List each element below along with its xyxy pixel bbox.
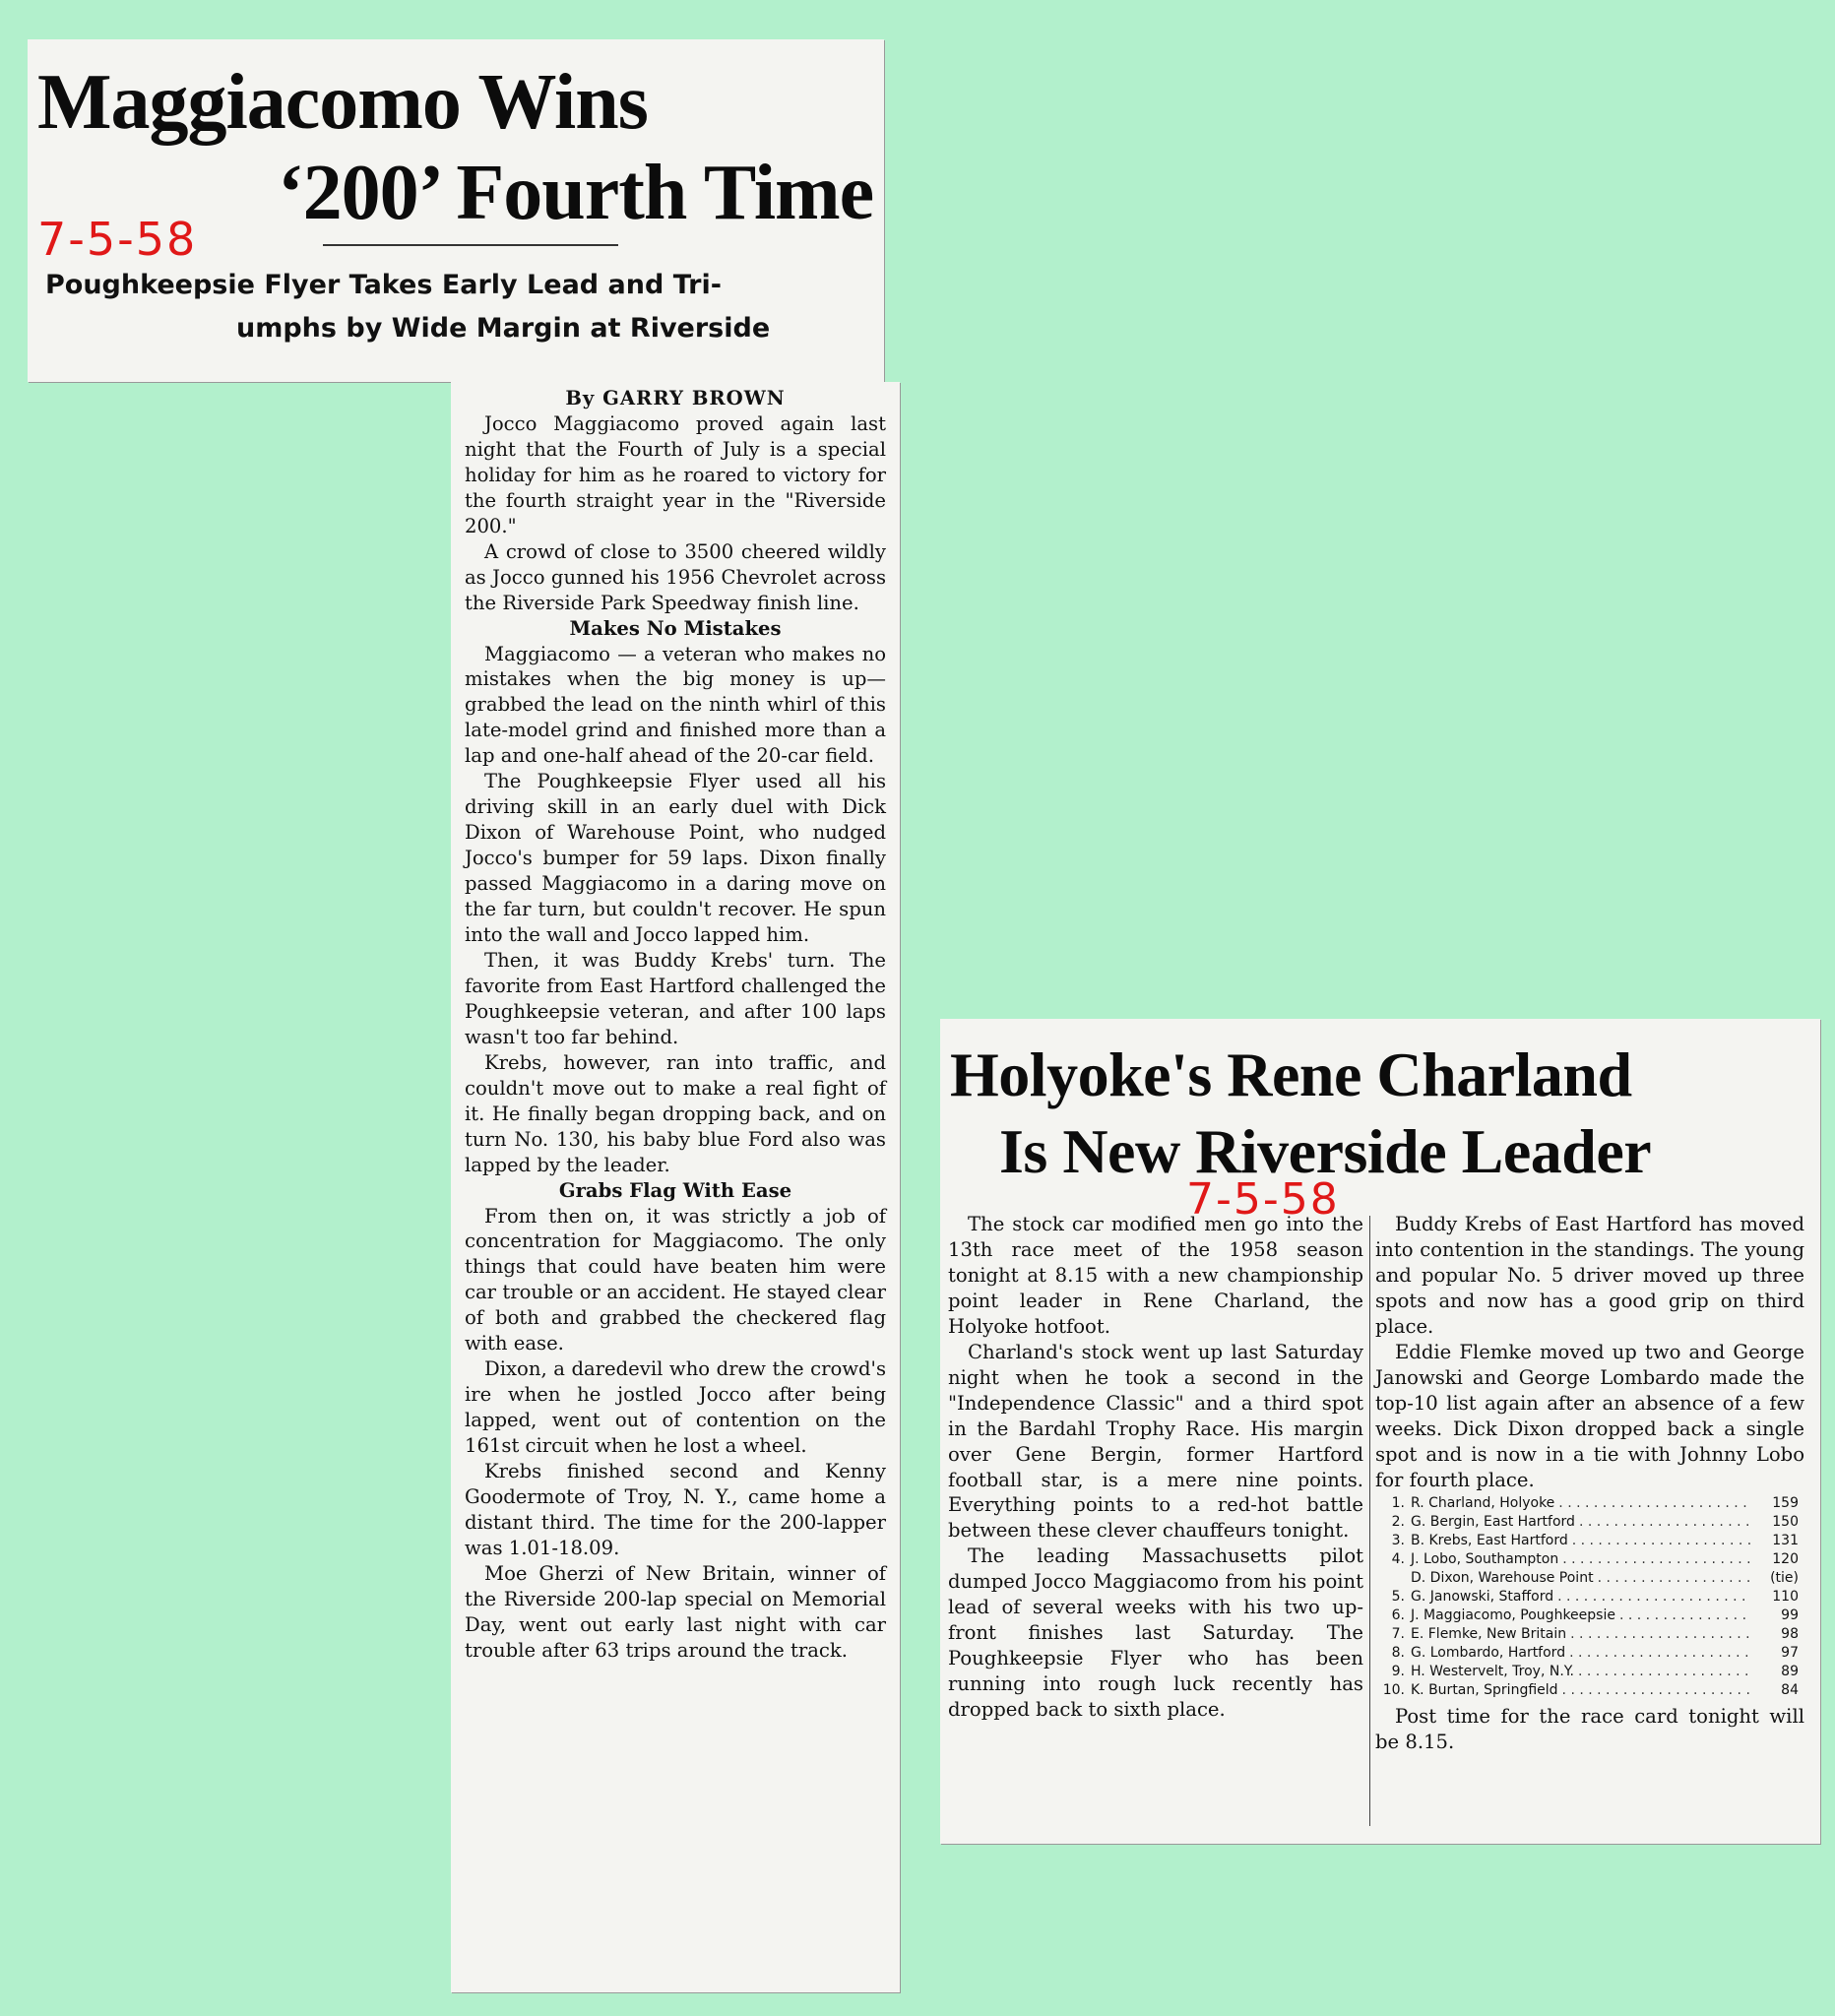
article1-paragraph-2: A crowd of close to 3500 cheered wildly as Jocco gunned his 1956 Chevrolet across the Riverside Park Speedway finish line.: [465, 539, 886, 614]
article1-headline: [37, 57, 873, 238]
standings-row: [1375, 1569, 1804, 1588]
article1-headline-line2: ‘200’ Fourth Time: [278, 150, 874, 236]
standings-rank: 2.: [1391, 1514, 1405, 1531]
article2-paragraph-1: The stock car modified men go into the 13th race meet of the 1958 season tonight at 8.15 with a new championship point leader in Rene Charland, the Holyoke hotfoot.: [948, 1213, 1363, 1338]
article2-handwritten-date: 7-5-58: [1186, 1174, 1340, 1225]
standings-row: [1375, 1513, 1804, 1532]
article1-body-clipping: [451, 382, 900, 1992]
article1-paragraph-10: Moe Gherzi of New Britain, winner of the Riverside 200-lap special on Memorial Day, went out early last night with car trouble after 63 trips around the track.: [465, 1561, 886, 1662]
article2-clipping: [940, 1019, 1820, 1844]
standings-rank: 6.: [1391, 1607, 1405, 1624]
standings-leader-dots: [1562, 1550, 1751, 1569]
article2-paragraph-6: Post time for the race card tonight will be 8.15.: [1375, 1705, 1804, 1754]
article1-paragraph-7: From then on, it was strictly a job of concentration for Maggiacomo. The only things that could have beaten him were car trouble or an accident. He stayed clear of both and grabbed the checkered flag with ease.: [465, 1204, 886, 1355]
standings-driver: J. Lobo, Southampton: [1411, 1551, 1559, 1568]
article2-headline-line1: Holyoke's Rene Charland: [950, 1040, 1632, 1109]
article2-paragraph-2: Charland's stock went up last Saturday night when he took a second in the "Independence Classic" and a third spot in the Bardahl Trophy Race. His margin over Gene Bergin, former Hartford football star, is a mere nine points. Everything points to a red-hot battle between these clever chauffeurs tonight.: [948, 1340, 1363, 1543]
standings-leader-dots: [1557, 1588, 1751, 1606]
standings-rank: 4.: [1391, 1551, 1405, 1568]
article1-paragraph-5: Then, it was Buddy Krebs' turn. The favorite from East Hartford challenged the Poughkeepsie veteran, and after 100 laps wasn't too far behind.: [465, 948, 886, 1048]
standings-points: 99: [1781, 1607, 1799, 1624]
standings-leader-dots: [1562, 1681, 1751, 1700]
article2-headline-line2: Is New Riverside Leader: [999, 1116, 1652, 1186]
article2-column-right: [1375, 1212, 1804, 1755]
article2-headline: [950, 1037, 1651, 1190]
standings-points: 98: [1781, 1626, 1799, 1643]
article1-paragraph-9: Krebs finished second and Kenny Goodermote of Troy, N. Y., came home a distant third. The time for the 200-lapper was 1.01-18.09.: [465, 1460, 886, 1559]
standings-points: 89: [1781, 1664, 1799, 1680]
article1-subhead-1: Makes No Mistakes: [569, 616, 782, 640]
standings-leader-dots: [1558, 1494, 1751, 1513]
standings-driver: G. Janowski, Stafford: [1411, 1589, 1554, 1606]
standings-row: [1375, 1494, 1804, 1513]
standings-driver: B. Krebs, East Hartford: [1411, 1533, 1568, 1549]
standings-points: 150: [1772, 1514, 1799, 1531]
article1-paragraph-3: Maggiacomo — a veteran who makes no mistakes when the big money is up—grabbed the lead on the ninth whirl of this late-model grind and finished more than a lap and one-half ahead of the 20-car field.: [465, 642, 886, 768]
standings-leader-dots: [1569, 1644, 1751, 1663]
standings-points: 84: [1781, 1682, 1799, 1699]
standings-driver: G. Lombardo, Hartford: [1411, 1645, 1566, 1662]
standings-row: [1375, 1681, 1804, 1700]
article2-paragraph-4: Buddy Krebs of East Hartford has moved into contention in the standings. The young and popular No. 5 driver moved up three spots and now has a good grip on third place.: [1375, 1213, 1804, 1338]
standings-row: [1375, 1588, 1804, 1606]
standings-row: [1375, 1532, 1804, 1550]
standings-points: 97: [1781, 1645, 1799, 1662]
article2-paragraph-5: Eddie Flemke moved up two and George Janowski and George Lombardo made the top-10 list again after an absence of a few weeks. Dick Dixon dropped back a single spot and is now in a tie with Johnny Lobo for fourth place.: [1375, 1340, 1804, 1491]
standings-row: [1375, 1606, 1804, 1625]
article1-paragraph-6: Krebs, however, ran into traffic, and couldn't move out to make a real fight of it. He finally began dropping back, and on turn No. 130, his baby blue Ford also was lapped by the leader.: [465, 1050, 886, 1176]
article1-paragraph-4: The Poughkeepsie Flyer used all his driving skill in an early duel with Dick Dixon of Warehouse Point, who nudged Jocco's bumper for 59 laps. Dixon finally passed Maggiacomo in a daring move on the far turn, but couldn't recover. He spun into the wall and Jocco lapped him.: [465, 770, 886, 947]
standings-leader-dots: [1598, 1569, 1751, 1588]
standings-rank: 1.: [1391, 1495, 1405, 1512]
article1-subhead-2: Grabs Flag With Ease: [558, 1178, 792, 1202]
article1-paragraph-8: Dixon, a daredevil who drew the crowd's ire when he jostled Jocco after being lapped, went out of contention on the 161st circuit when he lost a wheel.: [465, 1357, 886, 1458]
standings-leader-dots: [1579, 1513, 1751, 1532]
standings-points: 131: [1772, 1533, 1799, 1549]
standings-row: [1375, 1663, 1804, 1681]
standings-driver: D. Dixon, Warehouse Point: [1411, 1570, 1594, 1587]
standings-driver: H. Westervelt, Troy, N.Y.: [1411, 1664, 1574, 1680]
standings-driver: G. Bergin, East Hartford: [1411, 1514, 1575, 1531]
standings-rank: 10.: [1382, 1682, 1405, 1699]
standings-leader-dots: [1578, 1663, 1751, 1681]
article1-column: [465, 386, 886, 1664]
standings-list: [1375, 1494, 1804, 1700]
article1-deck-line1: Poughkeepsie Flyer Takes Early Lead and Tri-: [45, 270, 722, 300]
article1-deck-line2: umphs by Wide Margin at Riverside: [236, 313, 771, 344]
standings-row: [1375, 1644, 1804, 1663]
standings-rank: 5.: [1391, 1589, 1405, 1606]
standings-leader-dots: [1570, 1625, 1751, 1644]
headline-rule: [323, 244, 618, 246]
standings-points: 120: [1772, 1551, 1799, 1568]
article1-handwritten-date: 7-5-58: [37, 213, 198, 266]
standings-points: 159: [1772, 1495, 1799, 1512]
column-divider: [1369, 1216, 1370, 1826]
standings-driver: E. Flemke, New Britain: [1411, 1626, 1567, 1643]
article1-byline: By GARRY BROWN: [565, 387, 786, 410]
standings-driver: J. Maggiacomo, Poughkeepsie: [1411, 1607, 1615, 1624]
standings-rank: 3.: [1391, 1533, 1405, 1549]
standings-driver: R. Charland, Holyoke: [1411, 1495, 1555, 1512]
standings-row: [1375, 1625, 1804, 1644]
standings-points: (tie): [1770, 1570, 1799, 1587]
standings-driver: K. Burtan, Springfield: [1411, 1682, 1558, 1699]
article2-paragraph-3: The leading Massachusetts pilot dumped Jocco Maggiacomo from his point lead of several weeks with his two up-front finishes last Saturday. The Poughkeepsie Flyer who has been running into rough luck recently has dropped back to sixth place.: [948, 1544, 1363, 1722]
standings-rank: 8.: [1391, 1645, 1405, 1662]
standings-row: [1375, 1550, 1804, 1569]
article1-deck: [39, 264, 876, 350]
article1-headline-line1: Maggiacomo Wins: [37, 59, 648, 146]
standings-points: 110: [1772, 1589, 1799, 1606]
standings-rank: 7.: [1391, 1626, 1405, 1643]
article2-column-left: [948, 1212, 1363, 1723]
standings-leader-dots: [1572, 1532, 1751, 1550]
standings-leader-dots: [1619, 1606, 1751, 1625]
standings-rank: 9.: [1391, 1664, 1405, 1680]
article1-headline-clipping: [28, 39, 884, 382]
article1-paragraph-1: Jocco Maggiacomo proved again last night that the Fourth of July is a special holiday for him as he roared to victory for the fourth straight year in the "Riverside 200.": [465, 411, 886, 537]
